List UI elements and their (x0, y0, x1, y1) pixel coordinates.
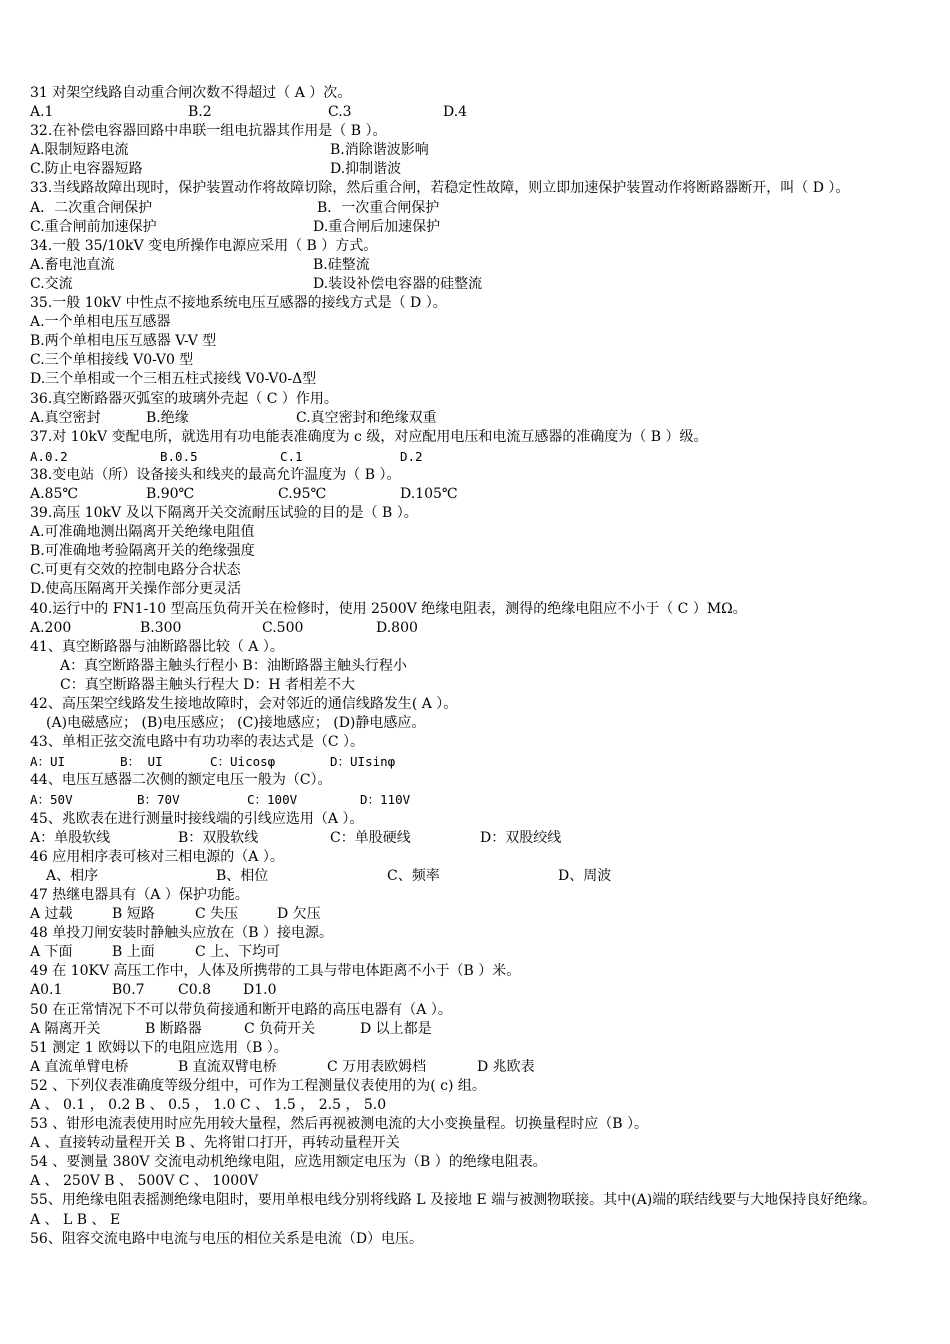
text-line (30, 332, 930, 351)
text-segment: 36.真空断路器灭弧室的玻璃外壳起（ C ）作用。 (30, 390, 338, 407)
text-segment: 33.当线路故障出现时，保护装置动作将故障切除，然后重合闸，若稳定性故障，则立即加速保护装置动作将断路器断开，叫（ D ）。 (30, 180, 850, 197)
text-segment: B、相位 (216, 867, 269, 884)
text-segment: C.交流 (30, 275, 73, 292)
text-segment: 35.一般 10kV 中性点不接地系统电压互感器的接线方式是（ D ）。 (30, 295, 447, 312)
text-segment: A.一个单相电压互感器 (30, 314, 171, 331)
text-segment: A：UI (30, 754, 66, 770)
text-segment: 41、真空断路器与油断路器比较（ A ）。 (30, 638, 284, 655)
text-segment: C 负荷开关 (244, 1020, 316, 1037)
text-segment: B.可准确地考验隔离开关的绝缘强度 (30, 543, 255, 560)
text-line (30, 714, 930, 733)
text-segment: A 下面 (30, 944, 73, 961)
text-segment: B：双股软线 (178, 829, 259, 846)
text-segment: B 短路 (112, 906, 155, 923)
text-segment: D 以上都是 (360, 1020, 432, 1037)
text-segment: C 上、下均可 (195, 944, 281, 961)
text-line (30, 561, 930, 580)
text-line (30, 1211, 930, 1230)
text-segment: A.1 (30, 104, 54, 121)
text-segment: D1.0 (243, 982, 277, 999)
text-segment: 51 测定 1 欧姆以下的电阻应选用（B ）。 (30, 1039, 288, 1056)
text-line (30, 275, 930, 294)
text-line (30, 447, 930, 466)
text-line (30, 733, 930, 752)
document-page (30, 84, 930, 1249)
text-segment: B.300 (140, 619, 182, 636)
text-segment: 49 在 10KV 高压工作中，人体及所携带的工具与带电体距离不小于（B ）米。 (30, 963, 521, 980)
text-line (30, 199, 930, 218)
text-line (30, 1153, 930, 1172)
text-segment: 50 在正常情况下不可以带负荷接通和断开电路的高压电器有（A ）。 (30, 1001, 452, 1018)
text-line (30, 981, 930, 1000)
text-segment: A 隔离开关 (30, 1020, 101, 1037)
text-segment: 44、电压互感器二次侧的额定电压一般为（C）。 (30, 772, 332, 789)
text-line (30, 160, 930, 179)
text-line (30, 790, 930, 809)
text-segment: 53 、钳形电流表使用时应先用较大量程，然后再视被测电流的大小变换量程。切换量程时应（B ）。 (30, 1116, 649, 1133)
text-segment: C0.8 (178, 982, 211, 999)
text-segment: C：Uicosφ (210, 754, 276, 770)
text-line (30, 122, 930, 141)
text-segment: C 万用表欧姆档 (327, 1058, 427, 1075)
text-segment: D.三个单相或一个三相五柱式接线 V0-V0-Δ型 (30, 371, 317, 388)
text-segment: C.防止电容器短路 (30, 161, 143, 178)
text-segment: C.三个单相接线 V0-V0 型 (30, 352, 194, 369)
text-line (30, 676, 930, 695)
text-line (30, 752, 930, 771)
text-segment: A：单股软线 (30, 829, 111, 846)
text-segment: B 直流双臂电桥 (178, 1058, 277, 1075)
text-segment: 37.对 10kV 变配电所，就选用有功电能表准确度为 c 级，对应配用电压和电流互感器的准确度为（ B ）级。 (30, 428, 708, 445)
text-line (30, 1191, 930, 1210)
text-segment: A.200 (30, 619, 72, 636)
text-segment: B.硅整流 (313, 256, 370, 273)
text-segment: C.95℃ (278, 485, 327, 502)
text-segment: D.105℃ (400, 485, 458, 502)
text-segment: B.2 (188, 104, 212, 121)
text-line (30, 485, 930, 504)
text-line (30, 1134, 930, 1153)
text-segment: C.可更有交效的控制电路分合状态 (30, 562, 241, 579)
text-segment: 45、兆欧表在进行测量时接线端的引线应选用（A ）。 (30, 810, 364, 827)
text-line (30, 428, 930, 447)
text-segment: D.使高压隔离开关操作部分更灵活 (30, 581, 242, 598)
text-segment: A.0.2 (30, 448, 68, 464)
text-segment: 56、阻容交流电路中电流与电压的相位关系是电流（D）电压。 (30, 1230, 424, 1247)
text-line (30, 313, 930, 332)
text-segment: A.真空密封 (30, 409, 101, 426)
text-line (30, 390, 930, 409)
text-line (30, 829, 930, 848)
text-segment: 34.一般 35/10kV 变电所操作电源应采用（ B ）方式。 (30, 237, 378, 254)
text-segment: B.绝缘 (146, 409, 189, 426)
text-segment: B.消除谐波影响 (330, 142, 429, 159)
text-segment: (A)电磁感应； (B)电压感应； (C)接地感应； (D)静电感应。 (46, 715, 426, 732)
text-segment: D：110V (360, 792, 411, 808)
text-segment: D.2 (400, 448, 423, 464)
text-segment: A.可准确地测出隔离开关绝缘电阻值 (30, 524, 255, 541)
text-line (30, 103, 930, 122)
text-segment: 31 对架空线路自动重合闸次数不得超过（ A ）次。 (30, 85, 352, 101)
text-line (30, 1001, 930, 1020)
text-line (30, 1115, 930, 1134)
text-line (30, 771, 930, 790)
text-line (30, 1172, 930, 1191)
text-line (30, 905, 930, 924)
text-line (30, 256, 930, 275)
text-line (30, 1077, 930, 1096)
text-segment: A：50V (30, 792, 73, 808)
text-segment: 54 、要测量 380V 交流电动机绝缘电阻，应选用额定电压为（B ）的绝缘电阻表。 (30, 1154, 547, 1171)
text-segment: A 直流单臂电桥 (30, 1058, 129, 1075)
text-line (30, 657, 930, 676)
text-line (30, 141, 930, 160)
text-segment: C：真空断路器主触头行程大 D：H 者相差不大 (60, 676, 356, 693)
text-line (30, 962, 930, 981)
text-segment: C：100V (247, 792, 298, 808)
text-segment: C.500 (262, 619, 304, 636)
text-segment: A.限制短路电流 (30, 142, 129, 159)
text-segment: 47 热继电器具有（A ）保护功能。 (30, 886, 249, 903)
text-segment: D：UIsinφ (330, 754, 396, 770)
text-line (30, 886, 930, 905)
text-segment: D 欠压 (277, 906, 321, 923)
text-line (30, 600, 930, 619)
text-segment: A 过载 (30, 906, 73, 923)
text-line (30, 523, 930, 542)
text-segment: B：70V (137, 792, 180, 808)
text-line (30, 619, 930, 638)
text-segment: B.90℃ (146, 485, 195, 502)
text-segment: B 断路器 (145, 1020, 202, 1037)
text-segment: B．一次重合闸保护 (317, 199, 440, 216)
text-segment: A 、直接转动量程开关 B 、先将钳口打开，再转动量程开关 (30, 1135, 400, 1152)
text-line (30, 351, 930, 370)
text-segment: 32.在补偿电容器回路中串联一组电抗器其作用是（ B ）。 (30, 123, 387, 140)
text-line (30, 810, 930, 829)
text-line (30, 924, 930, 943)
text-line (30, 370, 930, 389)
text-segment: 40.运行中的 FN1-10 型高压负荷开关在检修时，使用 2500V 绝缘电阻表，测得的绝缘电阻应不小于（ C ）MΩ。 (30, 600, 747, 617)
text-line (30, 84, 930, 103)
text-line (30, 218, 930, 237)
text-segment: B： UI (120, 754, 163, 770)
text-segment: C：单股硬线 (330, 829, 411, 846)
text-line (30, 638, 930, 657)
text-line (30, 179, 930, 198)
text-segment: A．二次重合闸保护 (30, 199, 153, 216)
text-segment: 55、用绝缘电阻表摇测绝缘电阻时，要用单根电线分别将线路 L 及接地 E 端与被测物联接。其中(A)端的联结线要与大地保持良好绝缘。 (30, 1192, 877, 1209)
text-segment: A 、 250V B 、 500V C 、 1000V (30, 1173, 259, 1190)
text-line (30, 1230, 930, 1249)
text-segment: A：真空断路器主触头行程小 B：油断路器主触头行程小 (60, 657, 407, 674)
text-segment: C、频率 (387, 867, 440, 884)
text-segment: D、周波 (558, 867, 612, 884)
text-segment: A、相序 (46, 867, 99, 884)
text-segment: D.800 (376, 619, 418, 636)
text-segment: C.真空密封和绝缘双重 (296, 409, 437, 426)
text-segment: 48 单投刀闸安装时静触头应放在（B ）接电源。 (30, 925, 334, 942)
text-segment: B.0.5 (160, 448, 198, 464)
text-segment: 43、单相正弦交流电路中有功功率的表达式是（C ）。 (30, 734, 364, 751)
text-line (30, 1096, 930, 1115)
text-line (30, 580, 930, 599)
text-segment: D.抑制谐波 (330, 161, 402, 178)
text-segment: D.4 (443, 104, 468, 121)
text-line (30, 1058, 930, 1077)
text-segment: C.重合闸前加速保护 (30, 218, 157, 235)
text-segment: 39.高压 10kV 及以下隔离开关交流耐压试验的目的是（ B ）。 (30, 505, 418, 522)
text-line (30, 695, 930, 714)
text-segment: B.两个单相电压互感器 V-V 型 (30, 333, 217, 350)
text-segment: C.1 (280, 448, 303, 464)
text-segment: D 兆欧表 (477, 1058, 535, 1075)
text-segment: 42、高压架空线路发生接地故障时，会对邻近的通信线路发生( A ）。 (30, 696, 458, 712)
text-segment: C 失压 (195, 906, 239, 923)
text-line (30, 943, 930, 962)
text-segment: A.85℃ (30, 485, 79, 502)
text-segment: C.3 (328, 104, 352, 121)
text-line (30, 466, 930, 485)
text-segment: D.重合闸后加速保护 (313, 218, 441, 235)
text-segment: A.畜电池直流 (30, 256, 115, 273)
text-line (30, 294, 930, 313)
text-line (30, 867, 930, 886)
text-line (30, 542, 930, 561)
text-segment: D：双股绞线 (480, 829, 562, 846)
text-line (30, 237, 930, 256)
text-segment: 52 、下列仪表准确度等级分组中，可作为工程测量仪表使用的为( c) 组。 (30, 1077, 486, 1094)
text-line (30, 1039, 930, 1058)
text-segment: 46 应用相序表可核对三相电源的（A ）。 (30, 848, 284, 865)
text-line (30, 504, 930, 523)
text-line (30, 848, 930, 867)
text-segment: A0.1 (30, 982, 63, 999)
text-segment: 38.变电站（所）设备接头和线夹的最高允许温度为（ B ）。 (30, 466, 401, 483)
text-segment: B 上面 (112, 944, 155, 961)
text-segment: A 、 0.1 ， 0.2 B 、 0.5 ， 1.0 C 、 1.5 ， 2.5 ， 5.0 (30, 1096, 387, 1113)
text-segment: A 、 L B 、 E (30, 1211, 121, 1228)
text-line (30, 409, 930, 428)
text-segment: B0.7 (112, 982, 145, 999)
text-segment: D.装设补偿电容器的硅整流 (313, 275, 483, 292)
text-line (30, 1020, 930, 1039)
